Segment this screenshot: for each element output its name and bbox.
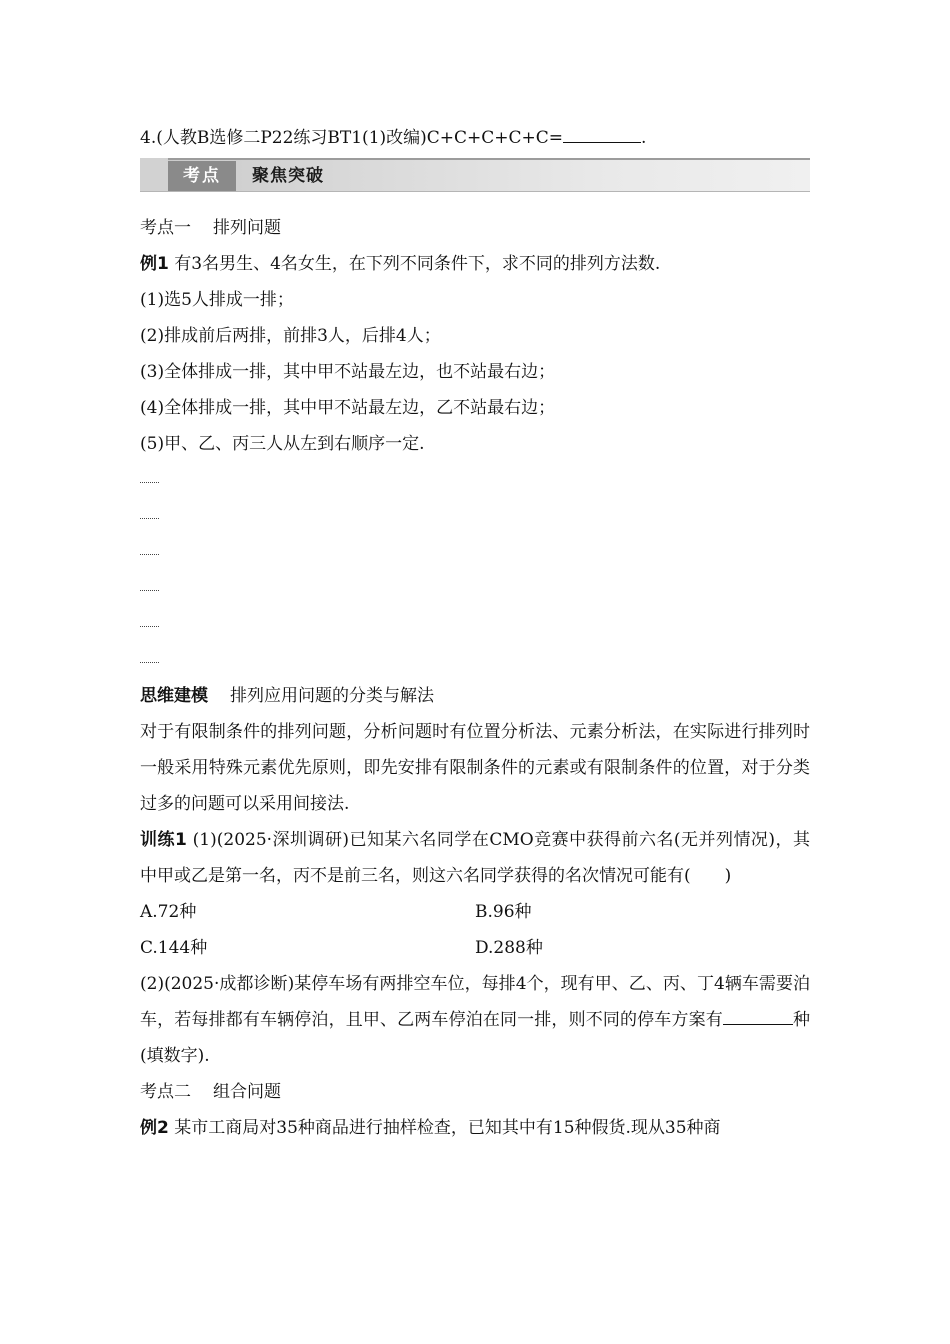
training-1-q1 <box>140 822 810 894</box>
option-d[interactable]: D.288种 <box>475 938 543 958</box>
options-row <box>140 894 810 930</box>
options-row <box>140 930 810 966</box>
example-1-item: (1)选5人排成一排； <box>140 290 294 310</box>
example-1-item: (3)全体排成一排，其中甲不站最左边，也不站最右边； <box>140 362 556 382</box>
answer-space-line <box>140 462 810 498</box>
section-banner <box>140 158 810 192</box>
option-b[interactable]: B.96种 <box>475 902 532 922</box>
modeling-title: 排列应用问题的分类与解法 <box>230 686 434 706</box>
answer-space-line <box>140 498 810 534</box>
training-1-q2-suffix: 种(填数字). <box>140 1010 811 1066</box>
answer-space-line <box>140 534 810 570</box>
training-1-label: 训练1 <box>140 830 187 850</box>
example-2-text: 某市工商局对35种商品进行抽样检查，已知其中有15种假货.现从35种商 <box>174 1118 721 1138</box>
banner-tag: 考点 <box>168 161 236 191</box>
example-1-item: (2)排成前后两排，前排3人，后排4人； <box>140 326 441 346</box>
example-1 <box>140 246 810 282</box>
example-2 <box>140 1110 810 1146</box>
example-1-label: 例1 <box>140 254 169 274</box>
option-c[interactable]: C.144种 <box>140 938 208 958</box>
answer-space-line <box>140 570 810 606</box>
exercise-4-text: 4.(人教B选修二P22练习BT1(1)改编)C+C+C+C+C= <box>140 128 564 148</box>
modeling-label: 思维建模 <box>140 686 208 706</box>
example-1-item: (4)全体排成一排，其中甲不站最左边，乙不站最右边； <box>140 398 556 418</box>
topic-1-label: 考点一 <box>140 218 191 238</box>
exercise-4-suffix: . <box>641 128 647 148</box>
topic-2-heading <box>140 1074 810 1110</box>
example-1-text: 有3名男生、4名女生，在下列不同条件下，求不同的排列方法数. <box>174 254 661 274</box>
exercise-4 <box>140 120 810 156</box>
training-1-q2-text: (2)(2025·成都诊断)某停车场有两排空车位，每排4个，现有甲、乙、丙、丁4辆车需要泊车，若每排都有车辆停泊，且甲、乙两车停泊在同一排，则不同的停车方案有 <box>140 974 810 1030</box>
answer-blank[interactable] <box>563 128 641 143</box>
modeling-heading <box>140 678 810 714</box>
answer-space-line <box>140 606 810 642</box>
training-1-q1-text: (1)(2025·深圳调研)已知某六名同学在CMO竞赛中获得前六名(无并列情况)，其中甲或乙是第一名，丙不是前三名，则这六名同学获得的名次情况可能有( ) <box>140 830 810 886</box>
topic-1-title: 排列问题 <box>213 218 281 238</box>
modeling-text: 对于有限制条件的排列问题，分析问题时有位置分析法、元素分析法，在实际进行排列时一般采用特殊元素优先原则，即先安排有限制条件的元素或有限制条件的位置，对于分类过多的问题可以采用间接法. <box>140 722 810 814</box>
answer-blank[interactable] <box>723 1010 793 1025</box>
answer-space-line <box>140 642 810 678</box>
document-page <box>140 120 810 1146</box>
topic-2-title: 组合问题 <box>213 1082 281 1102</box>
example-2-label: 例2 <box>140 1118 169 1138</box>
topic-1-heading <box>140 210 810 246</box>
example-1-item: (5)甲、乙、丙三人从左到右顺序一定. <box>140 434 425 454</box>
option-a[interactable]: A.72种 <box>140 902 197 922</box>
topic-2-label: 考点二 <box>140 1082 191 1102</box>
training-1-q2 <box>140 966 810 1074</box>
banner-title: 聚焦突破 <box>252 166 324 186</box>
